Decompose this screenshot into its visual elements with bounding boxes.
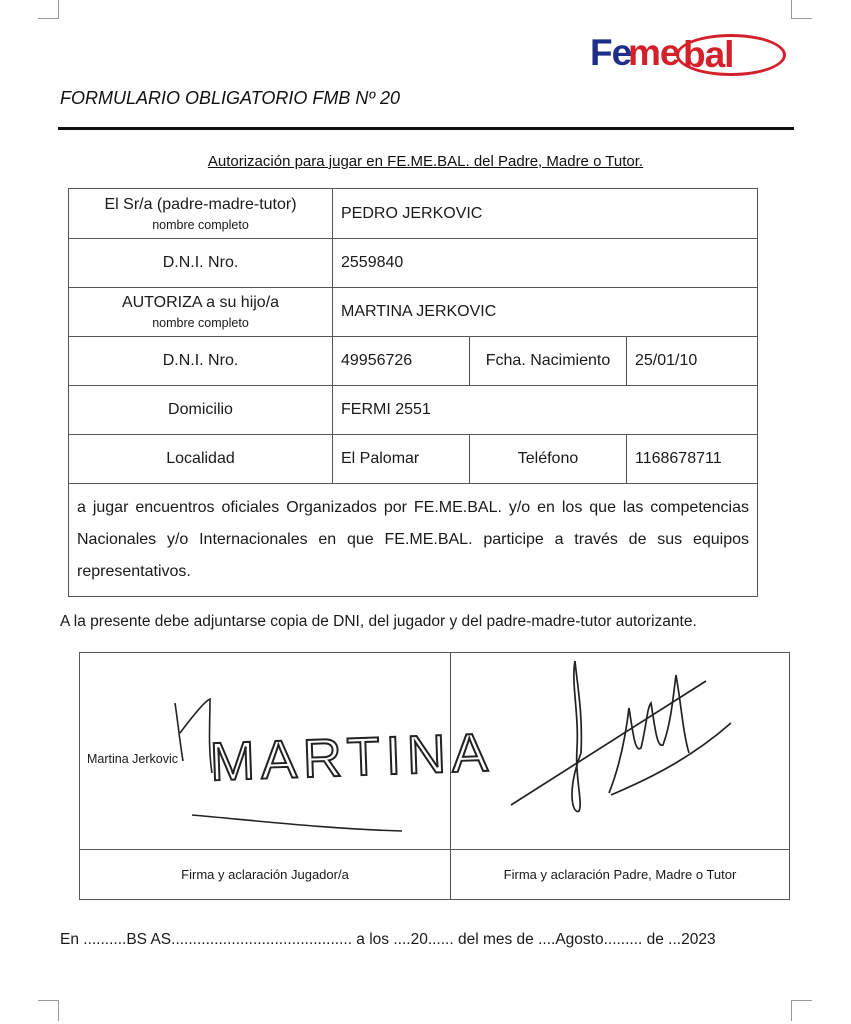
player-signature-drawing [80, 653, 495, 849]
phone-label: Teléfono [470, 435, 627, 484]
tutor-dni-label: D.N.I. Nro. [69, 239, 333, 288]
address-label: Domicilio [69, 386, 333, 435]
form-row-authorization [69, 484, 758, 597]
tutor-signature-caption: Firma y aclaración Padre, Madre o Tutor [451, 850, 790, 900]
document-subtitle: Autorización para jugar en FE.ME.BAL. del Padre, Madre o Tutor. [207, 153, 644, 170]
attachment-note: A la presente debe adjuntarse copia de DNI, del jugador y del padre-madre-tutor autorizante. [60, 613, 697, 630]
player-signature-underline [192, 815, 402, 831]
crop-mark-top-right [791, 0, 812, 19]
tutor-name-value: PEDRO JERKOVIC [333, 189, 758, 239]
femebal-logo [590, 30, 790, 82]
logo-text-fe: Fe [590, 32, 632, 73]
form-row-child-dni [69, 337, 758, 386]
player-name-written: Martina Jerkovic [87, 752, 178, 766]
logo-text-bal: bal [683, 34, 734, 75]
tutor-label-cell [69, 189, 333, 239]
tutor-dni-value: 2559840 [333, 239, 758, 288]
phone-value: 1168678711 [627, 435, 758, 484]
form-row-locality [69, 435, 758, 484]
child-label-cell [69, 288, 333, 337]
document-title: FORMULARIO OBLIGATORIO FMB Nº 20 [60, 88, 400, 108]
title-divider [58, 127, 794, 130]
player-signature-stroke [175, 699, 212, 773]
crop-mark-bottom-right [791, 1000, 812, 1021]
form-row-tutor [69, 189, 758, 239]
logo-text-me: me [628, 32, 680, 73]
authorization-form-table [68, 188, 758, 597]
authorization-text: a jugar encuentros oficiales Organizados por FE.ME.BAL. y/o en los que las competencias Nacionales y/o Internacionales en que FE.ME.BAL. participe a través de sus equipos representativos. [69, 484, 758, 597]
player-signature-caption: Firma y aclaración Jugador/a [80, 850, 451, 900]
child-label: AUTORIZA a su hijo/a [121, 294, 280, 311]
form-row-child [69, 288, 758, 337]
logo-oval [676, 34, 786, 76]
date-place-line: En ..........BS AS.......................................... a los ....20...... del mes de ....Agosto......... de ...2023 [60, 931, 716, 948]
form-row-address [69, 386, 758, 435]
player-signature-text: MARTINA [208, 722, 495, 793]
tutor-signature-stroke-3 [609, 675, 689, 793]
tutor-signature-drawing [451, 653, 790, 849]
child-name-value: MARTINA JERKOVIC [333, 288, 758, 337]
player-signature-box [80, 653, 495, 850]
form-row-tutor-dni [69, 239, 758, 288]
child-sublabel: nombre completo [152, 316, 249, 330]
birth-date-label: Fcha. Nacimiento [470, 337, 627, 386]
signature-table [79, 652, 790, 900]
locality-value: El Palomar [333, 435, 470, 484]
child-dni-value: 49956726 [333, 337, 470, 386]
crop-mark-bottom-left [38, 1000, 59, 1021]
crop-mark-top-left [38, 0, 59, 19]
tutor-sublabel: nombre completo [152, 217, 249, 232]
address-value: FERMI 2551 [333, 386, 758, 435]
locality-label: Localidad [69, 435, 333, 484]
tutor-signature-stroke-1 [511, 681, 706, 805]
child-dni-label: D.N.I. Nro. [69, 337, 333, 386]
tutor-signature-box [451, 653, 790, 850]
tutor-signature-stroke-2 [572, 661, 581, 811]
birth-date-value: 25/01/10 [627, 337, 758, 386]
tutor-signature-stroke-4 [611, 723, 731, 795]
tutor-label: El Sr/a (padre-madre-tutor) [104, 195, 297, 213]
